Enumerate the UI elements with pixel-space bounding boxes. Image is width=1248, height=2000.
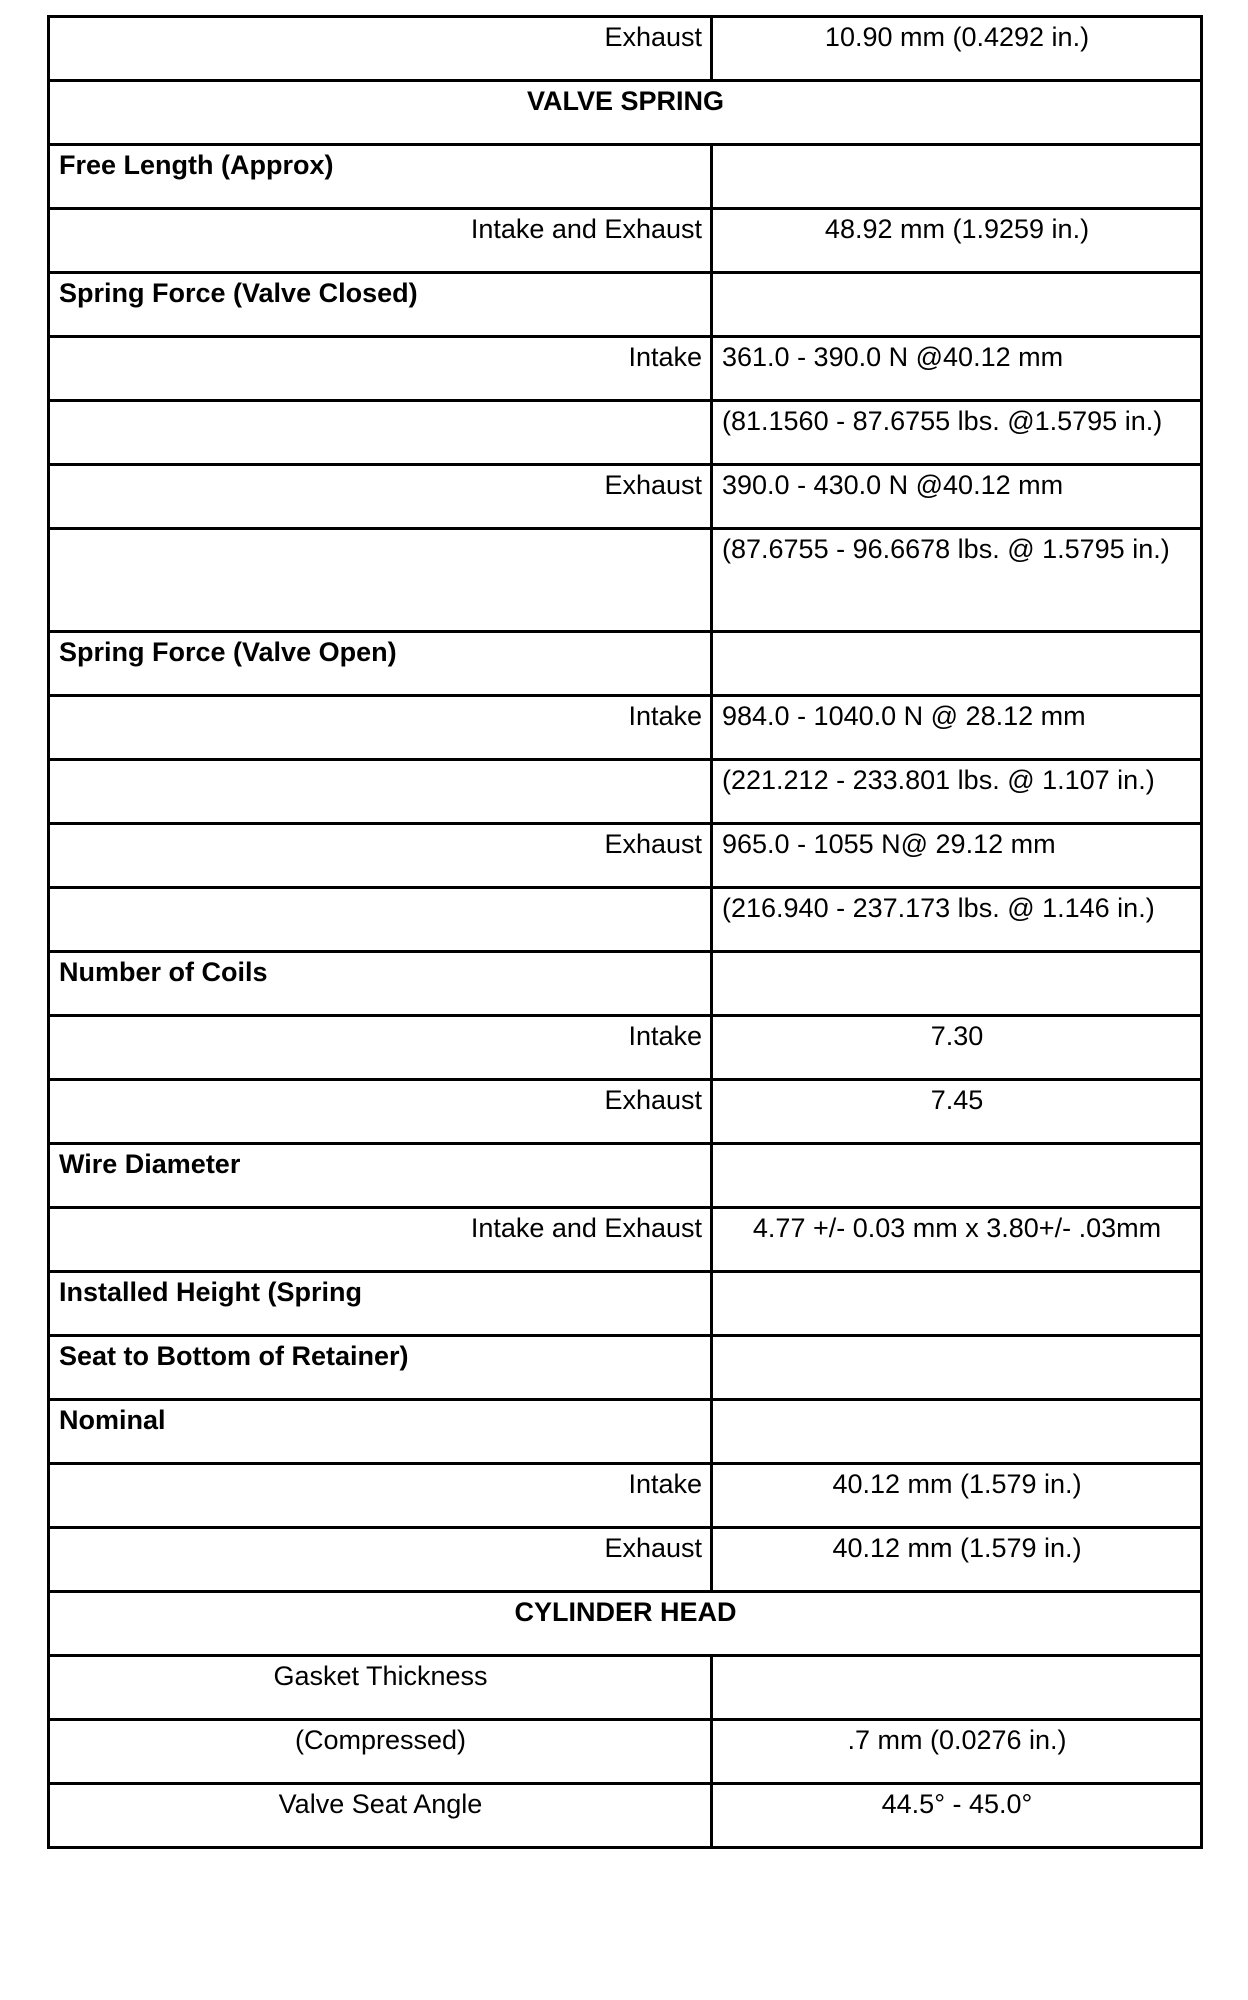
table-row [49, 1016, 1202, 1080]
row-value: 10.90 mm (0.4292 in.) [712, 17, 1202, 81]
table-row [49, 401, 1202, 465]
row-label: Intake [49, 696, 712, 760]
row-value: (221.212 - 233.801 lbs. @ 1.107 in.) [712, 760, 1202, 824]
row-value [712, 952, 1202, 1016]
row-label: Exhaust [49, 465, 712, 529]
table-row [49, 465, 1202, 529]
table-row [49, 1720, 1202, 1784]
table-row [49, 760, 1202, 824]
table-row [49, 1272, 1202, 1336]
row-value: (216.940 - 237.173 lbs. @ 1.146 in.) [712, 888, 1202, 952]
row-value [712, 1656, 1202, 1720]
row-value: 48.92 mm (1.9259 in.) [712, 209, 1202, 273]
row-label: Number of Coils [49, 952, 712, 1016]
row-label: Intake and Exhaust [49, 209, 712, 273]
section-header-valve-spring: VALVE SPRING [49, 81, 1202, 145]
row-label [49, 401, 712, 465]
row-label: Free Length (Approx) [49, 145, 712, 209]
row-value [712, 1400, 1202, 1464]
table-row [49, 696, 1202, 760]
row-label: Intake and Exhaust [49, 1208, 712, 1272]
table-row [49, 1784, 1202, 1848]
row-label: Exhaust [49, 17, 712, 81]
row-value: 44.5° - 45.0° [712, 1784, 1202, 1848]
row-value: (81.1560 - 87.6755 lbs. @1.5795 in.) [712, 401, 1202, 465]
row-value [712, 273, 1202, 337]
row-value: 390.0 - 430.0 N @40.12 mm [712, 465, 1202, 529]
row-value: .7 mm (0.0276 in.) [712, 1720, 1202, 1784]
row-value: 7.45 [712, 1080, 1202, 1144]
row-label: (Compressed) [49, 1720, 712, 1784]
row-label: Seat to Bottom of Retainer) [49, 1336, 712, 1400]
row-value [712, 1272, 1202, 1336]
table-row [49, 824, 1202, 888]
row-value [712, 1336, 1202, 1400]
row-label: Installed Height (Spring [49, 1272, 712, 1336]
row-value: (87.6755 - 96.6678 lbs. @ 1.5795 in.) [712, 529, 1202, 632]
row-value: 40.12 mm (1.579 in.) [712, 1528, 1202, 1592]
row-label: Wire Diameter [49, 1144, 712, 1208]
row-label [49, 529, 712, 632]
row-value: 7.30 [712, 1016, 1202, 1080]
section-header-cylinder-head: CYLINDER HEAD [49, 1592, 1202, 1656]
table-row [49, 1080, 1202, 1144]
spec-table [47, 15, 1203, 1849]
row-label: Intake [49, 337, 712, 401]
row-value: 40.12 mm (1.579 in.) [712, 1464, 1202, 1528]
table-row [49, 888, 1202, 952]
table-row [49, 17, 1202, 81]
row-label [49, 760, 712, 824]
spec-table-body [49, 17, 1202, 1848]
row-value [712, 145, 1202, 209]
section-header-row [49, 81, 1202, 145]
row-value [712, 1144, 1202, 1208]
table-row [49, 952, 1202, 1016]
table-row [49, 1144, 1202, 1208]
table-row [49, 1528, 1202, 1592]
table-row [49, 209, 1202, 273]
row-label: Exhaust [49, 1528, 712, 1592]
table-row [49, 337, 1202, 401]
table-row [49, 1464, 1202, 1528]
table-row [49, 529, 1202, 632]
row-label: Intake [49, 1016, 712, 1080]
table-row [49, 1400, 1202, 1464]
row-label: Nominal [49, 1400, 712, 1464]
row-label: Exhaust [49, 824, 712, 888]
row-value: 361.0 - 390.0 N @40.12 mm [712, 337, 1202, 401]
table-row [49, 1208, 1202, 1272]
row-value: 965.0 - 1055 N@ 29.12 mm [712, 824, 1202, 888]
row-label: Gasket Thickness [49, 1656, 712, 1720]
row-value [712, 632, 1202, 696]
row-label: Valve Seat Angle [49, 1784, 712, 1848]
row-label: Intake [49, 1464, 712, 1528]
table-row [49, 273, 1202, 337]
row-value: 4.77 +/- 0.03 mm x 3.80+/- .03mm [712, 1208, 1202, 1272]
section-header-row [49, 1592, 1202, 1656]
row-label [49, 888, 712, 952]
row-label: Spring Force (Valve Closed) [49, 273, 712, 337]
table-row [49, 1336, 1202, 1400]
row-label: Exhaust [49, 1080, 712, 1144]
table-row [49, 632, 1202, 696]
row-label: Spring Force (Valve Open) [49, 632, 712, 696]
row-value: 984.0 - 1040.0 N @ 28.12 mm [712, 696, 1202, 760]
table-row [49, 1656, 1202, 1720]
table-row [49, 145, 1202, 209]
